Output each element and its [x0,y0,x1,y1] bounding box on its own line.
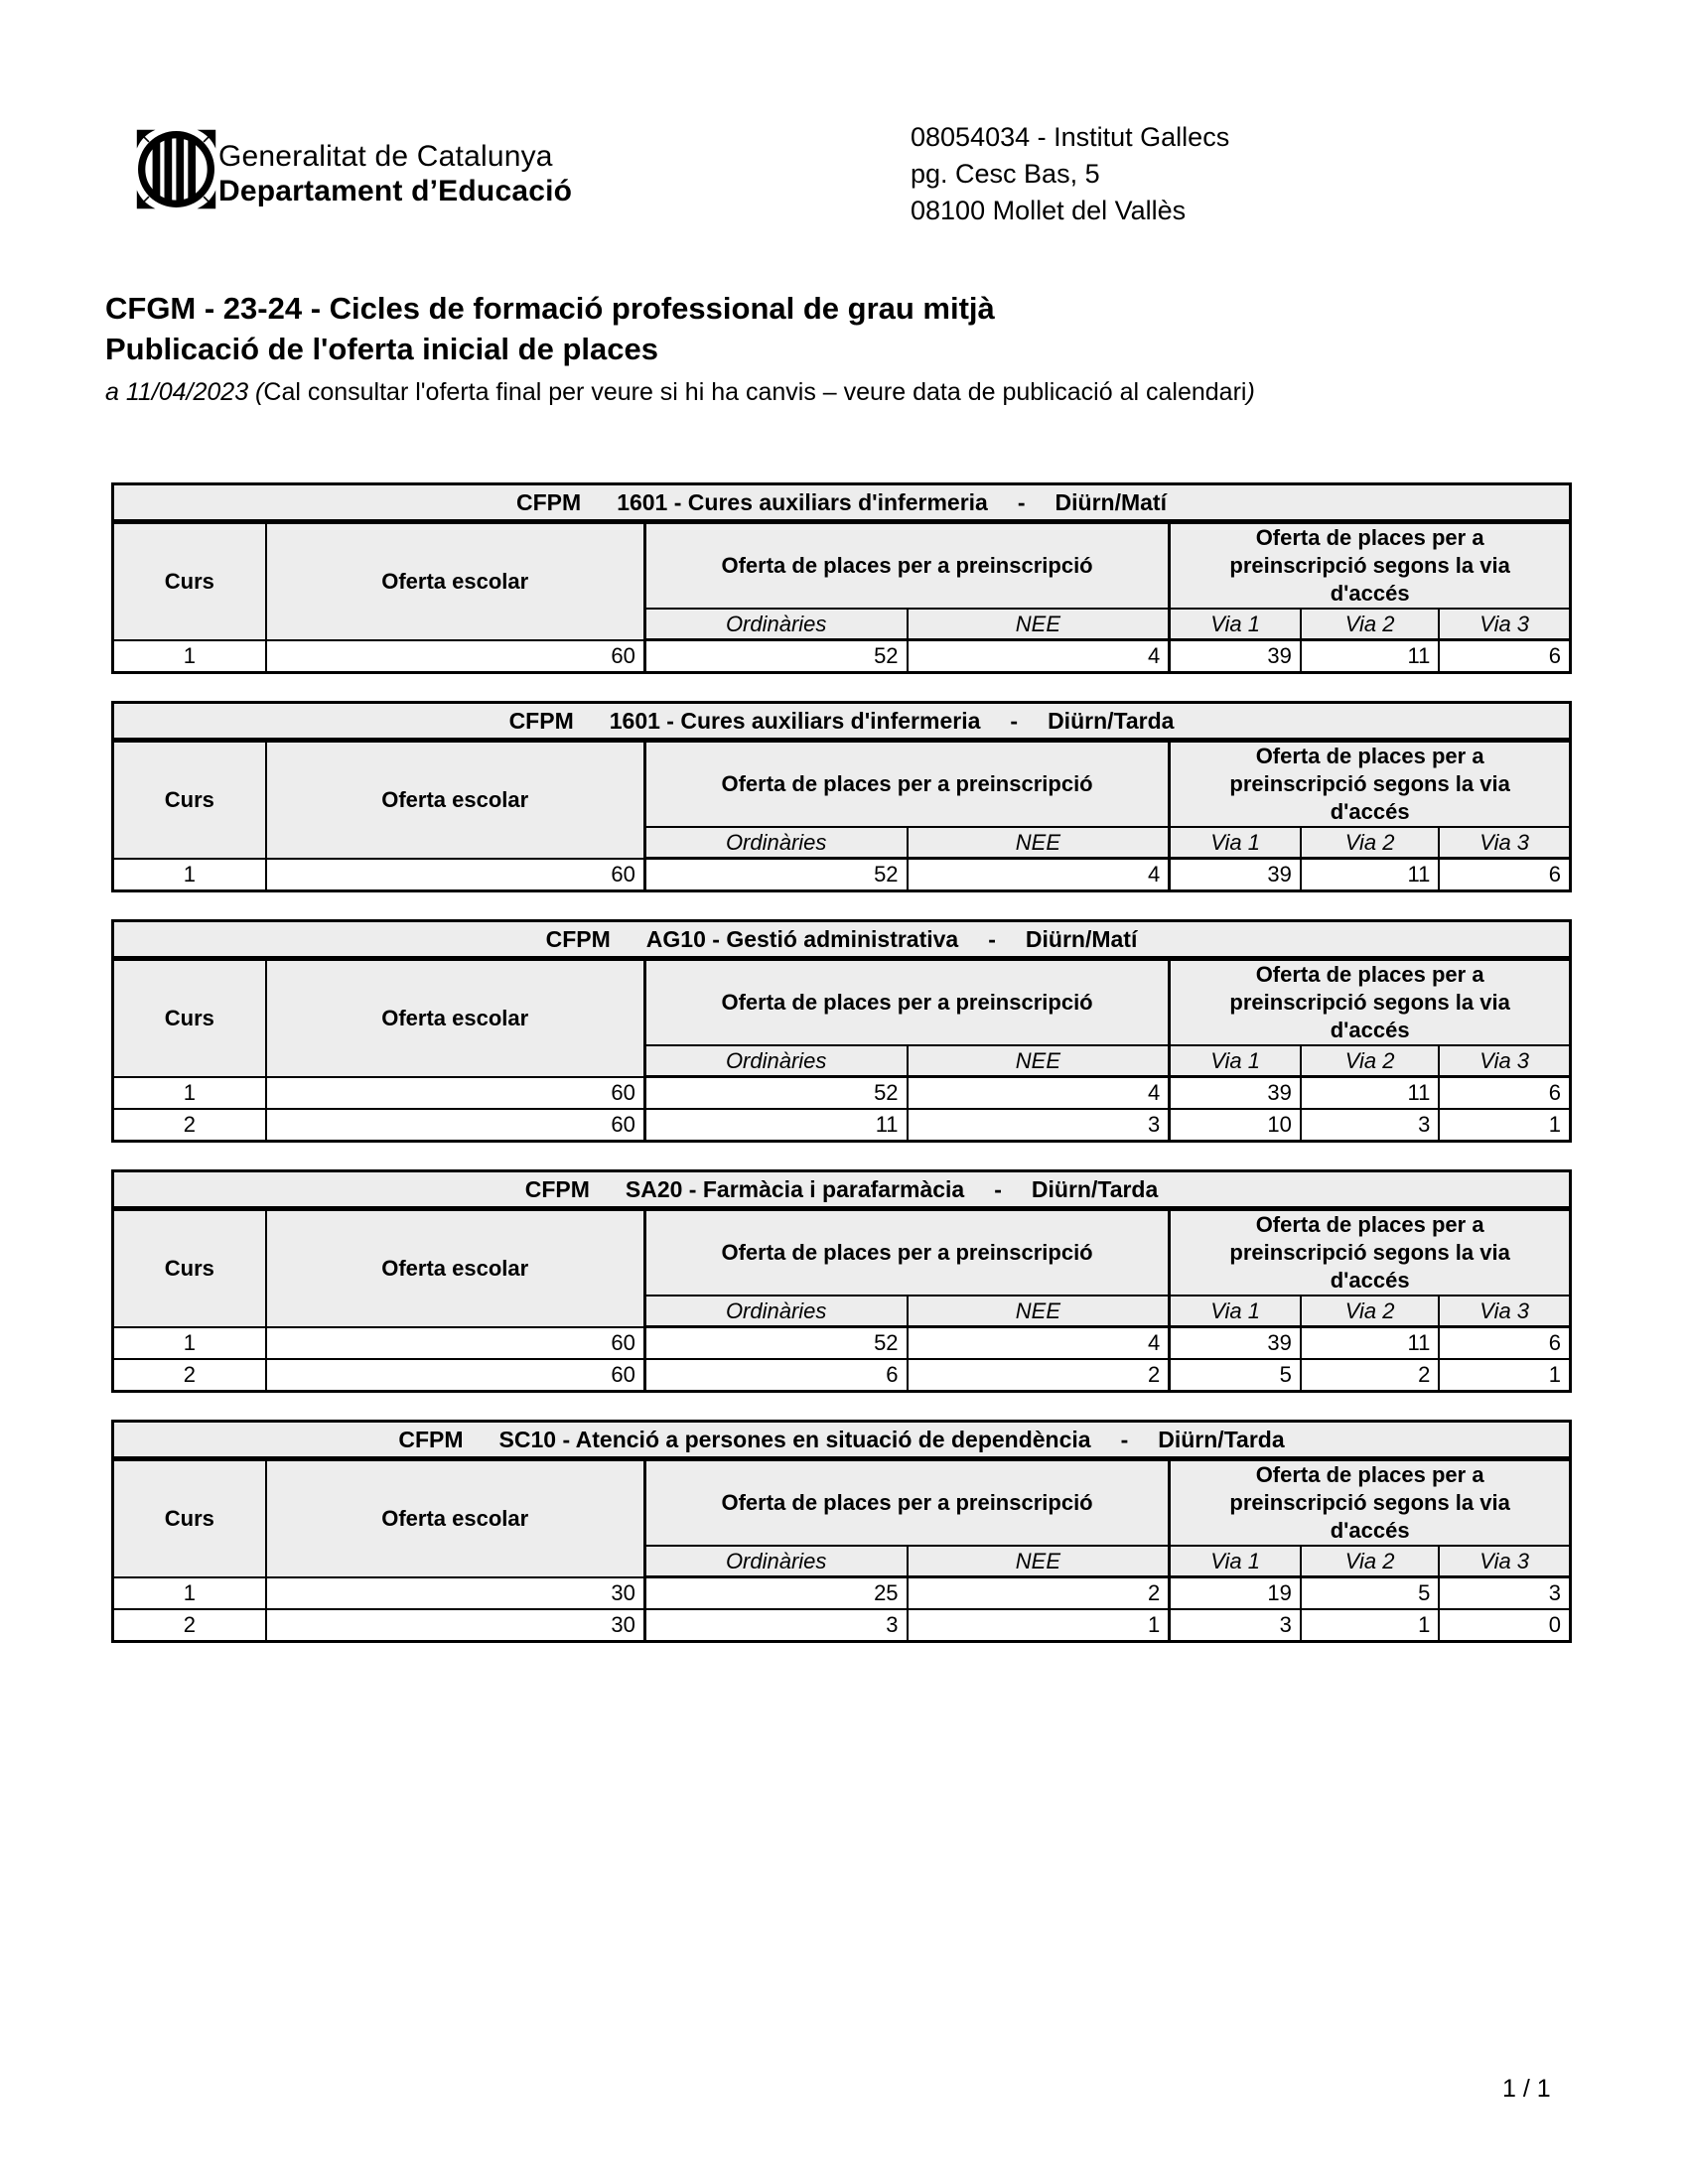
col-header-oferta-escolar: Oferta escolar [266,959,645,1077]
col-group-preinscripcio: Oferta de places per a preinscripció [644,1459,1169,1547]
col-header-nee: NEE [908,1296,1170,1327]
col-header-curs: Curs [113,1459,266,1577]
cell-via2: 2 [1301,1359,1439,1392]
cell-nee: 4 [908,1077,1170,1110]
col-header-ordinaries: Ordinàries [644,1296,907,1327]
table-group-header-row [113,741,1571,828]
col-header-via1: Via 1 [1170,609,1301,640]
department-name: Departament d’Educació [218,175,573,207]
col-group-preinscripcio: Oferta de places per a preinscripció [644,1209,1169,1297]
cell-oferta-escolar: 60 [266,859,645,891]
institution-code-name: 08054034 - Institut Gallecs [911,122,1230,152]
table-title [113,484,1571,522]
table-title-shift: Diürn/Tarda [1048,707,1175,734]
col-group-via-acces: Oferta de places per a preinscripció segons la via d'accés [1170,959,1571,1046]
cell-via2: 11 [1301,1327,1439,1360]
table-title-code-name: SA20 - Farmàcia i parafarmàcia [625,1175,965,1202]
cell-via2: 11 [1301,640,1439,673]
cell-oferta-escolar: 60 [266,640,645,673]
col-header-curs: Curs [113,1209,266,1327]
col-header-via2: Via 2 [1301,1045,1439,1077]
col-header-nee: NEE [908,827,1170,859]
cell-via3: 6 [1439,1077,1570,1110]
cell-nee: 1 [908,1609,1170,1642]
cell-curs: 2 [113,1109,266,1142]
table-title-code-name: AG10 - Gestió administrativa [645,925,959,952]
col-group-preinscripcio: Oferta de places per a preinscripció [644,959,1169,1046]
table-title-separator: - [1120,1426,1129,1452]
cell-nee: 4 [908,640,1170,673]
cell-oferta-escolar: 60 [266,1327,645,1360]
table-title-separator: - [1010,707,1019,734]
cell-curs: 1 [113,640,266,673]
cell-via1: 39 [1170,1327,1301,1360]
cell-ordinaries: 11 [644,1109,907,1142]
cell-nee: 3 [908,1109,1170,1142]
col-header-nee: NEE [908,1546,1170,1577]
table-title-program: CFPM [516,488,582,515]
cell-via3: 6 [1439,1327,1570,1360]
note-date: a 11/04/2023 ( [105,378,264,406]
col-header-via3: Via 3 [1439,609,1570,640]
cell-ordinaries: 25 [644,1577,907,1610]
table-data-row [113,640,1571,673]
doc-title-line2: Publicació de l'oferta inicial de places [105,332,658,366]
col-header-via3: Via 3 [1439,1546,1570,1577]
table-data-row [113,1077,1571,1110]
offer-table [111,1169,1572,1393]
col-header-curs: Curs [113,522,266,640]
table-title-row [113,484,1571,522]
table-title-row [113,703,1571,741]
cell-via1: 3 [1170,1609,1301,1642]
page-number: 1 / 1 [1502,2075,1551,2103]
cell-ordinaries: 52 [644,1327,907,1360]
cell-via3: 0 [1439,1609,1570,1642]
cell-via1: 5 [1170,1359,1301,1392]
offer-table [111,919,1572,1143]
note-body: Cal consultar l'oferta final per veure si hi ha canvis – veure data de publicació al calendari [263,378,1247,406]
table-title-shift: Diürn/Tarda [1158,1426,1285,1452]
col-header-oferta-escolar: Oferta escolar [266,741,645,859]
cell-ordinaries: 6 [644,1359,907,1392]
cell-ordinaries: 52 [644,640,907,673]
col-header-nee: NEE [908,609,1170,640]
table-title-shift: Diürn/Matí [1025,925,1138,952]
cell-ordinaries: 3 [644,1609,907,1642]
cell-oferta-escolar: 60 [266,1109,645,1142]
offer-table [111,701,1572,892]
col-header-nee: NEE [908,1045,1170,1077]
table-group-header-row [113,1209,1571,1297]
col-header-via3: Via 3 [1439,1296,1570,1327]
cell-via2: 1 [1301,1609,1439,1642]
cell-via2: 3 [1301,1109,1439,1142]
generalitat-coat-of-arms-icon [136,129,216,209]
col-header-via3: Via 3 [1439,1045,1570,1077]
cell-curs: 2 [113,1359,266,1392]
cell-nee: 4 [908,1327,1170,1360]
col-header-ordinaries: Ordinàries [644,609,907,640]
cell-nee: 2 [908,1359,1170,1392]
col-header-curs: Curs [113,959,266,1077]
cell-curs: 1 [113,1077,266,1110]
col-group-via-acces: Oferta de places per a preinscripció segons la via d'accés [1170,1209,1571,1297]
offer-tables-section [111,482,1572,1670]
table-title-program: CFPM [545,925,611,952]
table-title [113,1422,1571,1459]
cell-via2: 11 [1301,859,1439,891]
publication-note [105,377,1575,407]
table-title-shift: Diürn/Matí [1055,488,1167,515]
table-data-row [113,1359,1571,1392]
cell-via1: 19 [1170,1577,1301,1610]
note-close: ) [1246,378,1255,406]
doc-title-line1: CFGM - 23-24 - Cicles de formació professional de grau mitjà [105,291,995,326]
col-header-curs: Curs [113,741,266,859]
col-group-via-acces: Oferta de places per a preinscripció segons la via d'accés [1170,1459,1571,1547]
table-data-row [113,1109,1571,1142]
col-header-via1: Via 1 [1170,1296,1301,1327]
table-title-code-name: SC10 - Atenció a persones en situació de dependència [498,1426,1091,1452]
table-data-row [113,1577,1571,1610]
table-data-row [113,1327,1571,1360]
cell-nee: 4 [908,859,1170,891]
col-header-via1: Via 1 [1170,1546,1301,1577]
cell-ordinaries: 52 [644,859,907,891]
cell-via2: 11 [1301,1077,1439,1110]
table-title-separator: - [994,1175,1002,1202]
table-title-row [113,1171,1571,1209]
table-title-separator: - [988,925,996,952]
col-header-via2: Via 2 [1301,1296,1439,1327]
table-title-code-name: 1601 - Cures auxiliars d'infermeria [617,488,988,515]
institution-address: pg. Cesc Bas, 5 [911,159,1100,189]
table-title-row [113,1422,1571,1459]
cell-oferta-escolar: 60 [266,1077,645,1110]
col-group-preinscripcio: Oferta de places per a preinscripció [644,522,1169,610]
col-header-oferta-escolar: Oferta escolar [266,522,645,640]
cell-ordinaries: 52 [644,1077,907,1110]
org-name: Generalitat de Catalunya [218,140,553,173]
col-header-ordinaries: Ordinàries [644,1045,907,1077]
table-title-program: CFPM [524,1175,590,1202]
cell-via3: 3 [1439,1577,1570,1610]
table-title-shift: Diürn/Tarda [1031,1175,1159,1202]
institution-city: 08100 Mollet del Vallès [911,196,1187,225]
cell-via1: 39 [1170,640,1301,673]
cell-via1: 39 [1170,859,1301,891]
table-title [113,703,1571,741]
table-title [113,1171,1571,1209]
cell-curs: 1 [113,1577,266,1610]
cell-curs: 2 [113,1609,266,1642]
col-group-via-acces: Oferta de places per a preinscripció segons la via d'accés [1170,741,1571,828]
table-title-code-name: 1601 - Cures auxiliars d'infermeria [609,707,981,734]
col-header-via2: Via 2 [1301,609,1439,640]
cell-via3: 6 [1439,859,1570,891]
cell-oferta-escolar: 30 [266,1577,645,1610]
col-header-ordinaries: Ordinàries [644,1546,907,1577]
cell-curs: 1 [113,859,266,891]
col-group-preinscripcio: Oferta de places per a preinscripció [644,741,1169,828]
cell-via3: 1 [1439,1109,1570,1142]
cell-curs: 1 [113,1327,266,1360]
table-data-row [113,859,1571,891]
table-title-program: CFPM [398,1426,464,1452]
col-header-via2: Via 2 [1301,1546,1439,1577]
offer-table [111,1420,1572,1643]
cell-via3: 1 [1439,1359,1570,1392]
table-group-header-row [113,959,1571,1046]
cell-via2: 5 [1301,1577,1439,1610]
col-header-via1: Via 1 [1170,827,1301,859]
col-group-via-acces: Oferta de places per a preinscripció segons la via d'accés [1170,522,1571,610]
col-header-via1: Via 1 [1170,1045,1301,1077]
cell-via3: 6 [1439,640,1570,673]
col-header-via2: Via 2 [1301,827,1439,859]
cell-via1: 10 [1170,1109,1301,1142]
cell-via1: 39 [1170,1077,1301,1110]
col-header-oferta-escolar: Oferta escolar [266,1459,645,1577]
table-title [113,921,1571,959]
table-title-program: CFPM [508,707,574,734]
table-data-row [113,1609,1571,1642]
table-title-row [113,921,1571,959]
col-header-ordinaries: Ordinàries [644,827,907,859]
col-header-via3: Via 3 [1439,827,1570,859]
col-header-oferta-escolar: Oferta escolar [266,1209,645,1327]
table-group-header-row [113,1459,1571,1547]
cell-oferta-escolar: 60 [266,1359,645,1392]
offer-table [111,482,1572,674]
cell-nee: 2 [908,1577,1170,1610]
table-title-separator: - [1017,488,1026,515]
cell-oferta-escolar: 30 [266,1609,645,1642]
table-group-header-row [113,522,1571,610]
